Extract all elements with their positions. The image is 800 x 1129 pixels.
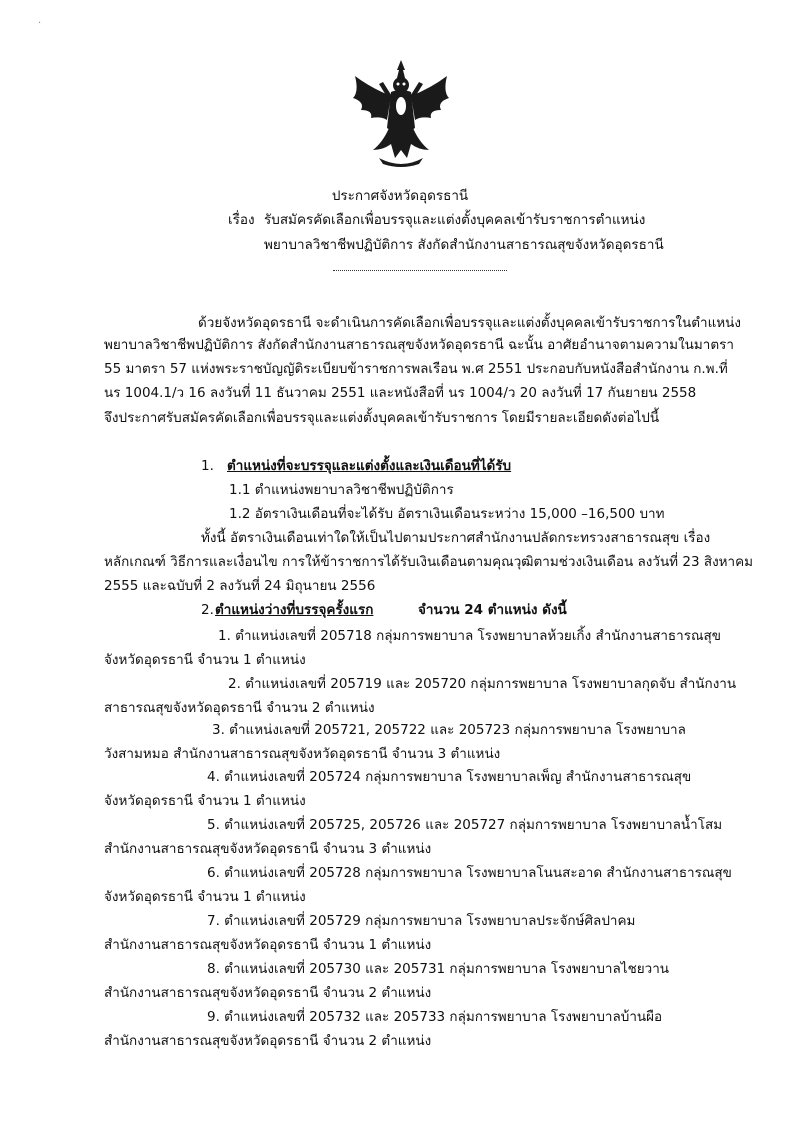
scan-mark: · (38, 18, 42, 29)
position-line-2: จังหวัดอุดรธานี จำนวน 1 ตำแหน่ง (104, 889, 306, 905)
position-line-1: 2. ตำแหน่งเลขที่ 205719 และ 205720 กลุ่มการพยาบาล โรงพยาบาลกุดจับ สำนักงาน (228, 676, 737, 692)
position-line-1: 3. ตำแหน่งเลขที่ 205721, 205722 และ 205723 กลุ่มการพยาบาล โรงพยาบาล (212, 722, 686, 738)
position-line-1: 4. ตำแหน่งเลขที่ 205724 กลุ่มการพยาบาล โรงพยาบาลเพ็ญ สำนักงานสาธารณสุข (207, 769, 692, 785)
position-line-1: 7. ตำแหน่งเลขที่ 205729 กลุ่มการพยาบาล โรงพยาบาลประจักษ์ศิลปาคม (207, 913, 636, 929)
title-divider (333, 270, 507, 271)
section-1-number: 1. (201, 458, 214, 474)
section-2-number: 2. (201, 602, 214, 618)
section-1-item-1: 1.1 ตำแหน่งพยาบาลวิชาชีพปฏิบัติการ (229, 482, 454, 498)
position-line-2: จังหวัดอุดรธานี จำนวน 1 ตำแหน่ง (104, 793, 306, 809)
intro-line: พยาบาลวิชาชีพปฏิบัติการ สังกัดสำนักงานสาธารณสุขจังหวัดอุดรธานี ฉะนั้น อาศัยอำนาจตามความในมาตรา (104, 337, 734, 353)
section-1-item-2: 1.2 อัตราเงินเดือนที่จะได้รับ อัตราเงินเดือนระหว่าง 15,000 –16,500 บาท (229, 506, 665, 522)
position-line-2: สาธารณสุขจังหวัดอุดรธานี จำนวน 2 ตำแหน่ง (104, 700, 375, 716)
position-line-1: 8. ตำแหน่งเลขที่ 205730 และ 205731 กลุ่มการพยาบาล โรงพยาบาลไชยวาน (207, 961, 670, 977)
position-line-2: สำนักงานสาธารณสุขจังหวัดอุดรธานี จำนวน 3 ตำแหน่ง (104, 841, 432, 857)
position-line-2: วังสามหมอ สำนักงานสาธารณสุขจังหวัดอุดรธานี จำนวน 3 ตำแหน่ง (104, 746, 501, 762)
subject-label: เรื่อง (228, 212, 255, 228)
intro-line: ด้วยจังหวัดอุดรธานี จะดำเนินการคัดเลือกเพื่อบรรจุและแต่งตั้งบุคคลเข้ารับราชการในตำแหน่ง (198, 315, 742, 331)
section-1-note-line: ทั้งนี้ อัตราเงินเดือนเท่าใดให้เป็นไปตามประกาศสำนักงานปลัดกระทรวงสาธารณสุข เรื่อง (201, 530, 711, 546)
position-line-1: 1. ตำแหน่งเลขที่ 205718 กลุ่มการพยาบาล โรงพยาบาลห้วยเกิ้ง สำนักงานสาธารณสุข (218, 628, 722, 644)
position-line-2: สำนักงานสาธารณสุขจังหวัดอุดรธานี จำนวน 2 ตำแหน่ง (104, 1033, 432, 1049)
section-2-count: จำนวน 24 ตำแหน่ง ดังนี้ (418, 602, 567, 618)
section-1-note-line: 2555 และฉบับที่ 2 ลงวันที่ 24 มิถุนายน 2556 (104, 578, 376, 594)
position-line-1: 6. ตำแหน่งเลขที่ 205728 กลุ่มการพยาบาล โรงพยาบาลโนนสะอาด สำนักงานสาธารณสุข (207, 865, 732, 881)
subject-line-1: รับสมัครคัดเลือกเพื่อบรรจุและแต่งตั้งบุคคลเข้ารับราชการตำแหน่ง (264, 212, 646, 228)
section-2-heading: ตำแหน่งว่างที่บรรจุครั้งแรก (215, 602, 374, 618)
subject-line-2: พยาบาลวิชาชีพปฏิบัติการ สังกัดสำนักงานสาธารณสุขจังหวัดอุดรธานี (264, 237, 664, 253)
position-line-1: 5. ตำแหน่งเลขที่ 205725, 205726 และ 205727 กลุ่มการพยาบาล โรงพยาบาลน้ำโสม (207, 817, 723, 833)
section-1-note-line: หลักเกณฑ์ วิธีการและเงื่อนไข การให้ข้าราชการได้รับเงินเดือนตามคุณวุฒิตามช่วงเงินเดือน ลงวันที่ 23 สิงหาคม (104, 554, 754, 570)
position-line-1: 9. ตำแหน่งเลขที่ 205732 และ 205733 กลุ่มการพยาบาล โรงพยาบาลบ้านผือ (207, 1009, 663, 1025)
announcement-title: ประกาศจังหวัดอุดรธานี (331, 188, 469, 204)
position-line-2: จังหวัดอุดรธานี จำนวน 1 ตำแหน่ง (104, 652, 306, 668)
intro-line: จึงประกาศรับสมัครคัดเลือกเพื่อบรรจุและแต่งตั้งบุคคลเข้ารับราชการ โดยมีรายละเอียดดังต่อไปนี้ (104, 410, 660, 426)
garuda-emblem-icon (349, 58, 453, 170)
intro-line: นร 1004.1/ว 16 ลงวันที่ 11 ธันวาคม 2551 และหนังสือที่ นร 1004/ว 20 ลงวันที่ 17 กันยายน 2558 (104, 385, 697, 401)
position-line-2: สำนักงานสาธารณสุขจังหวัดอุดรธานี จำนวน 1 ตำแหน่ง (104, 937, 432, 953)
intro-line: 55 มาตรา 57 แห่งพระราชบัญญัติระเบียบข้าราชการพลเรือน พ.ศ 2551 ประกอบกับหนังสือสำนักงาน ก.พ.ที่ (104, 361, 728, 377)
position-line-2: สำนักงานสาธารณสุขจังหวัดอุดรธานี จำนวน 2 ตำแหน่ง (104, 985, 432, 1001)
section-1-heading: ตำแหน่งที่จะบรรจุและแต่งตั้งและเงินเดือนที่ได้รับ (227, 458, 512, 474)
